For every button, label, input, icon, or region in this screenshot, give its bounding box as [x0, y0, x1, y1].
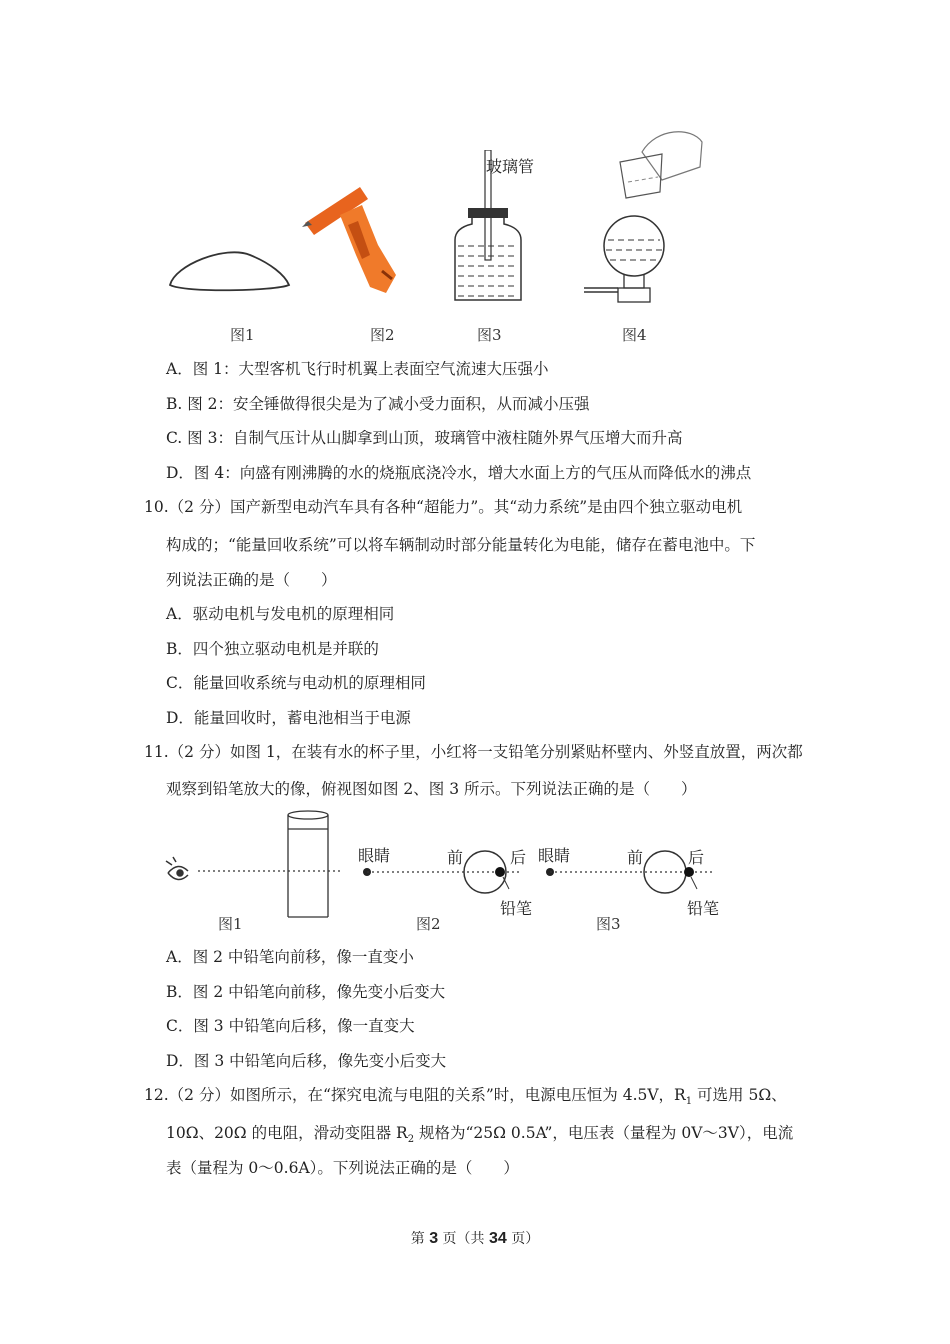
glass-tube-label: 玻璃管 — [486, 157, 535, 176]
fig2-front-label: 前 — [447, 848, 464, 867]
q12-r2-subscript: 2 — [407, 1134, 415, 1146]
q11-option-b: B．图 2 中铅笔向前移，像先变小后变大 — [166, 983, 446, 1001]
fig2-back-label: 后 — [510, 848, 527, 867]
footer-page-number: 3 — [429, 1230, 439, 1247]
footer-middle: 页（共 — [442, 1231, 485, 1247]
flask-cold-water-figure — [582, 122, 712, 312]
q10-option-d: D．能量回收时，蓄电池相当于电源 — [166, 709, 411, 727]
fig2-eye-label: 眼睛 — [358, 846, 391, 865]
eye-icon — [166, 857, 188, 880]
q9-option-a: A．图 1：大型客机飞行时机翼上表面空气流速大压强小 — [166, 360, 549, 378]
q11-option-d: D．图 3 中铅笔向后移，像先变小后变大 — [166, 1052, 447, 1070]
q12-line1-text-b: 可选用 5Ω、 — [692, 1086, 787, 1104]
safety-hammer-figure — [300, 175, 410, 295]
q11-stem-line1: 11.（2 分）如图 1，在装有水的杯子里，小红将一支铅笔分别紧贴杯壁内、外竖直放置，两次都 — [144, 743, 803, 761]
fig4-caption: 图4 — [622, 326, 647, 344]
fig2-pencil-label: 铅笔 — [500, 899, 533, 918]
q12-line1-text-a: 12.（2 分）如图所示，在“探究电流与电阻的关系”时，电源电压恒为 4.5V，R — [144, 1086, 686, 1104]
fig3-caption: 图3 — [477, 326, 502, 344]
fig3-back-label: 后 — [688, 848, 705, 867]
q12-line2-text-b: 规格为“25Ω 0.5A”，电压表（量程为 0V～3V），电流 — [414, 1124, 794, 1142]
q10-stem-line2: 构成的；“能量回收系统”可以将车辆制动时部分能量转化为电能，储存在蓄电池中。下 — [166, 536, 756, 554]
q9-option-b: B. 图 2：安全锤做得很尖是为了减小受力面积，从而减小压强 — [166, 395, 590, 413]
q11-fig3-caption: 图3 — [596, 915, 621, 933]
q10-option-c: C．能量回收系统与电动机的原理相同 — [166, 674, 426, 692]
q9-figures — [150, 120, 710, 350]
q10-option-b: B．四个独立驱动电机是并联的 — [166, 640, 379, 658]
q11-figure-drawing — [160, 805, 740, 940]
page-footer — [0, 1228, 950, 1248]
q12-line2-text-a: 10Ω、20Ω 的电阻，滑动变阻器 R — [166, 1124, 408, 1142]
wing-figure — [165, 245, 295, 300]
q10-stem-line3: 列说法正确的是（ ） — [166, 571, 337, 589]
q11-stem-line2: 观察到铅笔放大的像，俯视图如图 2、图 3 所示。下列说法正确的是（ ） — [166, 780, 697, 798]
q11-option-a: A．图 2 中铅笔向前移，像一直变小 — [166, 948, 414, 966]
footer-prefix: 第 — [410, 1231, 425, 1247]
fig3-front-label: 前 — [627, 848, 644, 867]
q11-figures — [160, 805, 740, 940]
q12-r1-subscript: 1 — [685, 1096, 693, 1108]
fig1-caption: 图1 — [230, 326, 255, 344]
q12-stem-line1 — [144, 1084, 787, 1113]
q10-option-a: A．驱动电机与发电机的原理相同 — [166, 605, 395, 623]
q11-fig1-caption: 图1 — [218, 915, 243, 933]
footer-suffix: 页） — [511, 1231, 540, 1247]
q9-option-d: D．图 4：向盛有刚沸腾的水的烧瓶底浇冷水，增大水面上方的气压从而降低水的沸点 — [166, 464, 752, 482]
q11-fig2-caption: 图2 — [416, 915, 441, 933]
q10-stem-line1: 10.（2 分）国产新型电动汽车具有各种“超能力”。其“动力系统”是由四个独立驱动电机 — [144, 498, 743, 516]
q12-stem-line3: 表（量程为 0～0.6A）。下列说法正确的是（ ） — [166, 1159, 519, 1177]
q12-stem-line2 — [166, 1122, 793, 1151]
fig3-eye-label: 眼睛 — [538, 846, 571, 865]
q9-option-c: C. 图 3：自制气压计从山脚拿到山顶，玻璃管中液柱随外界气压增大而升高 — [166, 429, 683, 447]
footer-total-pages: 34 — [489, 1230, 507, 1247]
q11-option-c: C．图 3 中铅笔向后移，像一直变大 — [166, 1017, 415, 1035]
fig3-pencil-label: 铅笔 — [687, 899, 720, 918]
fig2-caption: 图2 — [370, 326, 395, 344]
